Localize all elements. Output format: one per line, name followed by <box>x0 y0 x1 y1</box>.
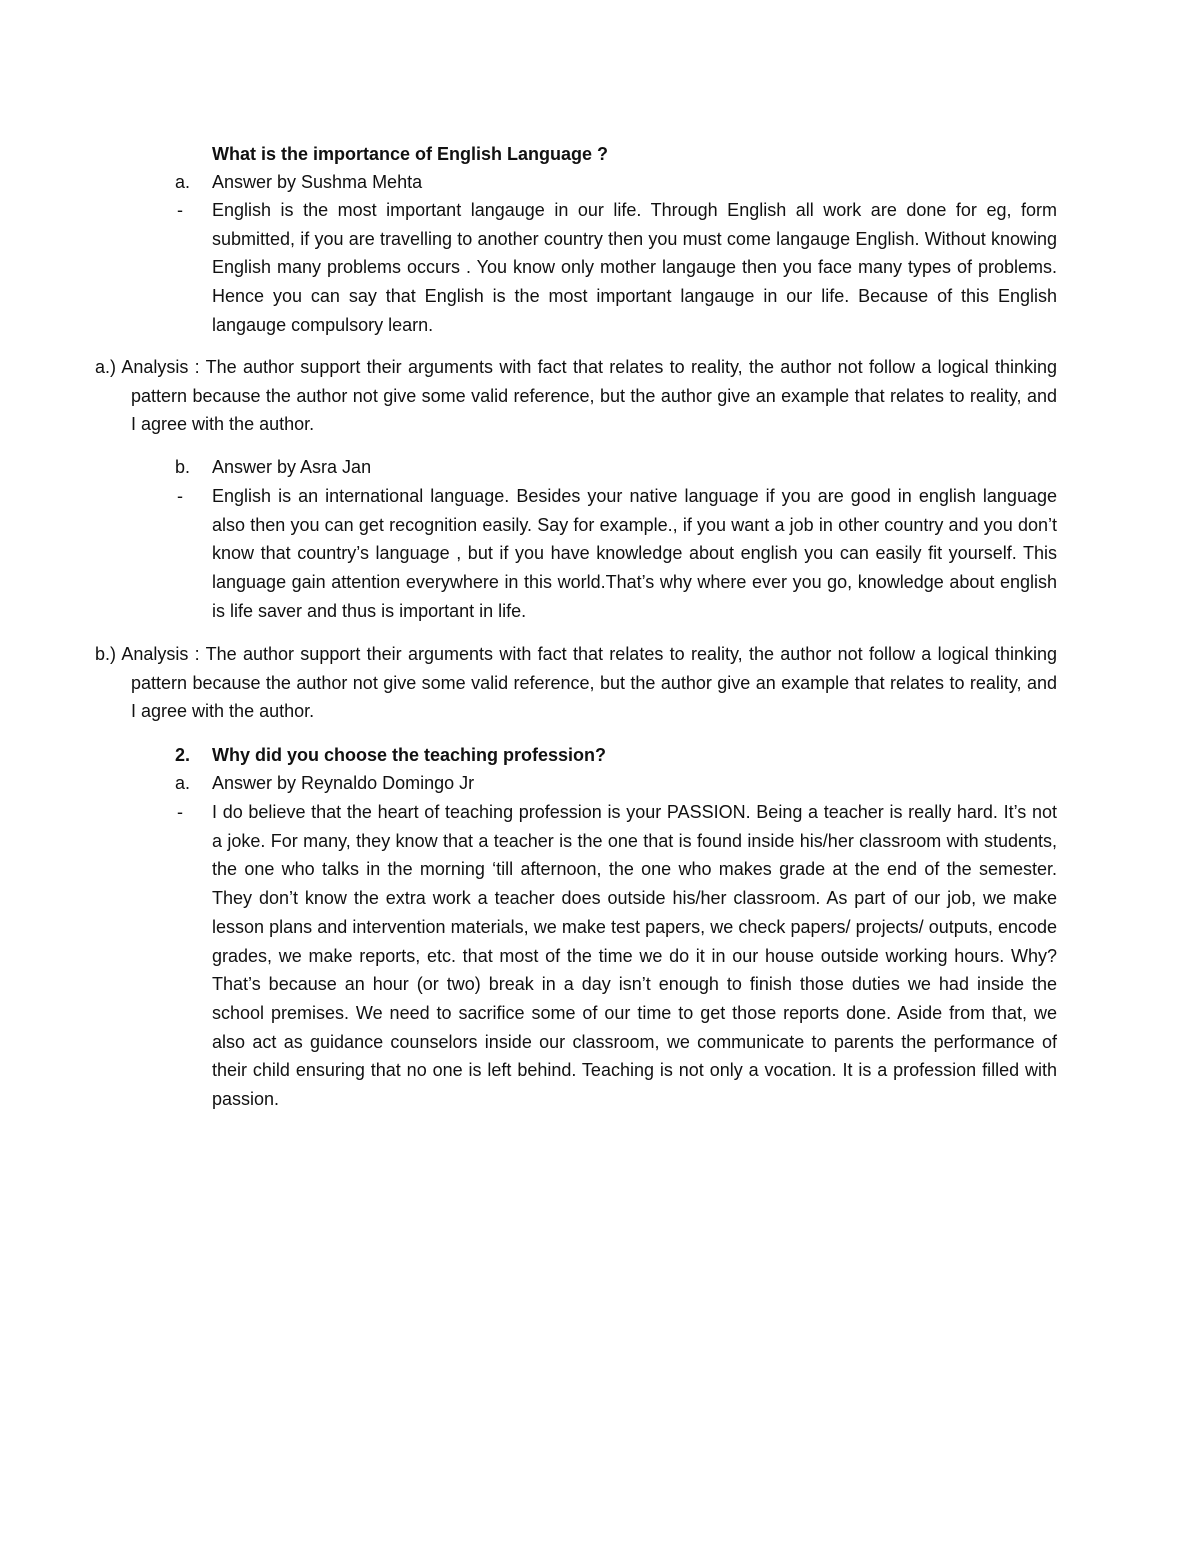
answer-b-body: English is an international language. Besides your native language if you are good in english language also then you can get recognition easily. Say for example., if you want a job in other country and you don’t know that country’s language , but if you have knowledge about english you can easily fit yourself. This language gain attention everywhere in this world.That’s why where ever you go, knowledge about english is life saver and thus is important in life. <box>212 486 1057 621</box>
analysis-a: a.) Analysis : The author support their arguments with fact that relates to reality, the author not follow a logical thinking pattern because the author not give some valid reference, but the author give an example that relates to reality, and I agree with the author. <box>95 357 1057 435</box>
answer-q2a-dash: - <box>177 802 183 822</box>
answer-a-marker: a. <box>175 172 191 192</box>
question-2-number: 2. <box>175 745 191 765</box>
answer-q2a-marker: a. <box>175 773 191 793</box>
answer-a-dash: - <box>177 200 183 220</box>
answer-q2a-body: I do believe that the heart of teaching profession is your PASSION. Being a teacher is really hard. It’s not a joke. For many, they know that a teacher is the one that is found inside his/her classroom with students, the one who talks in the morning ‘till afternoon, the one who makes grade at the end of the semester. They don’t know the extra work a teacher does outside his/her classroom. As part of our job, we make lesson plans and intervention materials, we make test papers, we check papers/ projects/ outputs, encode grades, we make reports, etc. that most of the time we do it in our house outside working hours. Why? That’s because an hour (or two) break in a day isn’t enough to finish those duties we had inside the school premises. We need to sacrifice some of our time to get those reports done. Aside from that, we also act as guidance counselors inside our classroom, we communicate to parents the performance of their child ensuring that no one is left behind. Teaching is not only a vocation. It is a profession filled with passion. <box>212 802 1057 1110</box>
analysis-b: b.) Analysis : The author support their arguments with fact that relates to reality, the author not follow a logical thinking pattern because the author not give some valid reference, but the author give an example that relates to reality, and I agree with the author. <box>95 644 1057 722</box>
question-1-title: What is the importance of English Language ? <box>212 144 609 164</box>
answer-a-heading: Answer by Sushma Mehta <box>212 172 423 192</box>
answer-b-heading: Answer by Asra Jan <box>212 457 372 477</box>
question-2-title: Why did you choose the teaching profession? <box>212 745 607 765</box>
answer-a-body: English is the most important langauge in our life. Through English all work are done for eg, form submitted, if you are travelling to another country then you must come langauge English. Without knowing English many problems occurs . You know only mother langauge then you face many types of problems. Hence you can say that English is the most important langauge in our life. Because of this English langauge compulsory learn. <box>212 200 1057 335</box>
answer-b-dash: - <box>177 486 183 506</box>
answer-b-marker: b. <box>175 457 191 477</box>
answer-q2a-heading: Answer by Reynaldo Domingo Jr <box>212 773 475 793</box>
